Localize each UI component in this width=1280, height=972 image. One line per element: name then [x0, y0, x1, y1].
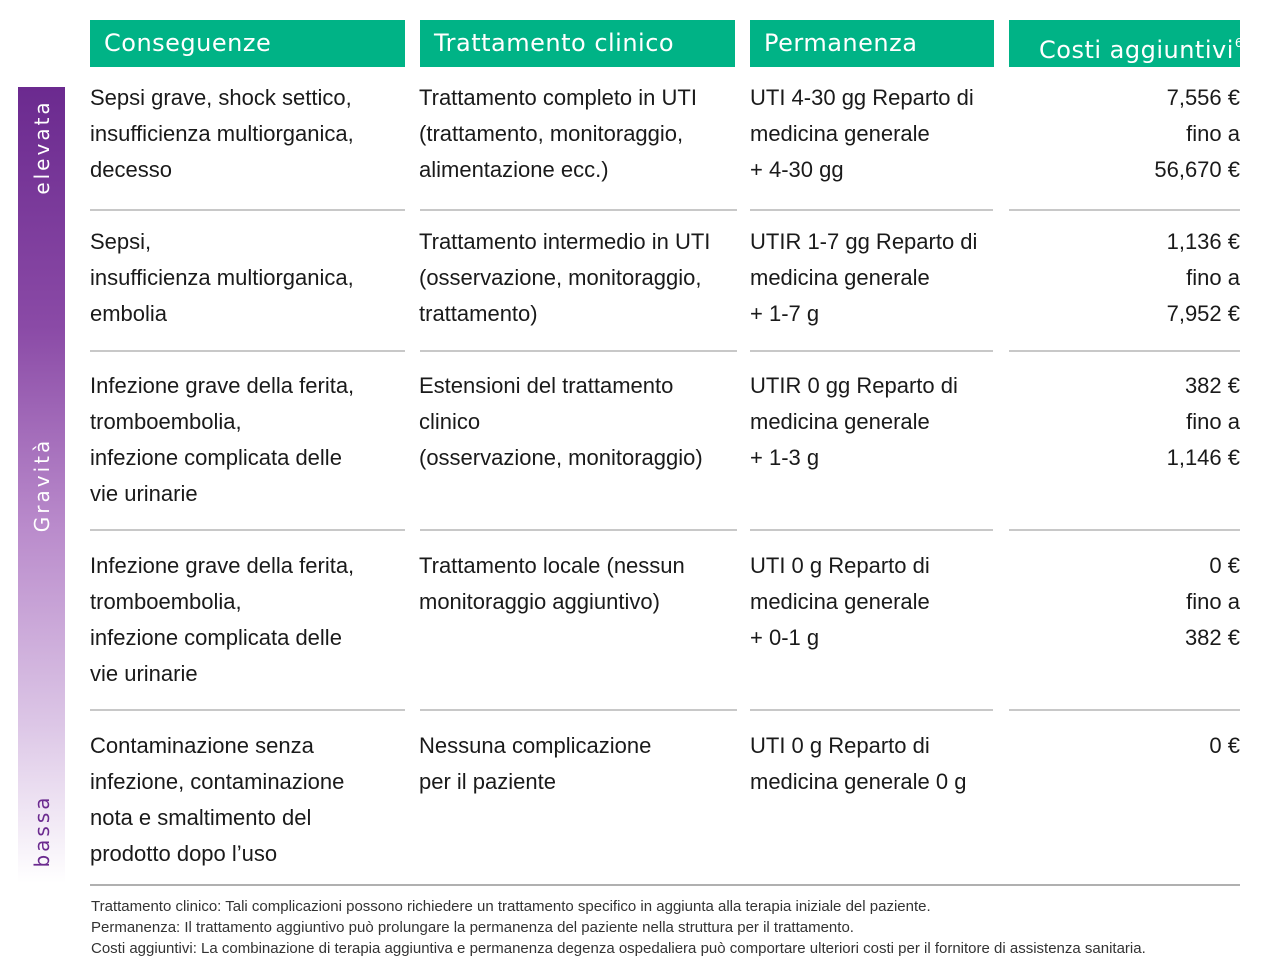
row-divider: [420, 350, 737, 352]
cell-line: medicina generale 0 g: [750, 769, 967, 794]
footnote-line: Trattamento clinico: Tali complicazioni possono richiedere un trattamento specifico in aggiunta alla terapia iniziale del paziente.: [91, 898, 931, 915]
cell-line: tromboembolia,: [90, 409, 242, 434]
footnote-line: Costi aggiuntivi: La combinazione di terapia aggiuntiva e permanenza degenza ospedaliera può comportare ulteriori costi per il fornitore di assistenza sanitaria.: [91, 940, 1146, 957]
cell-line: (osservazione, monitoraggio): [419, 445, 703, 470]
cell-costi: [1040, 728, 1240, 764]
cell-line: vie urinarie: [90, 481, 198, 506]
cell-line: Estensioni del trattamento: [419, 373, 674, 398]
row-divider: [90, 529, 405, 531]
cell-trattamento: [419, 80, 744, 188]
cell-line: (osservazione, monitoraggio,: [419, 265, 702, 290]
cell-line: medicina generale: [750, 589, 930, 614]
cell-line: 7,556 €: [1166, 85, 1240, 110]
cell-line: Infezione grave della ferita,: [90, 553, 355, 578]
cell-line: 56,670 €: [1154, 157, 1240, 182]
row-divider: [1009, 350, 1240, 352]
column-header-costi: [1009, 20, 1244, 67]
row-divider: [420, 209, 737, 211]
cell-line: trattamento): [419, 301, 538, 326]
cell-line: + 1-3 g: [750, 445, 820, 470]
row-divider: [750, 529, 993, 531]
cell-line: decesso: [90, 157, 172, 182]
cell-line: Trattamento completo in UTI: [419, 85, 697, 110]
cell-line: clinico: [419, 409, 481, 434]
cell-line: UTIR 1-7 gg Reparto di: [750, 229, 978, 254]
cell-permanenza: [750, 728, 1005, 800]
row-divider: [420, 709, 737, 711]
cell-line: infezione complicata delle: [90, 625, 342, 650]
column-header-permanenza: [750, 20, 994, 67]
cell-line: 0 €: [1209, 733, 1240, 758]
footnotes: [91, 896, 1146, 959]
row-divider: [1009, 709, 1240, 711]
row-divider: [90, 350, 405, 352]
cell-trattamento: [419, 224, 744, 332]
cell-trattamento: [419, 548, 744, 620]
cell-conseguenze: [90, 368, 410, 512]
severity-high-label: elevata: [30, 99, 54, 195]
cell-line: medicina generale: [750, 121, 930, 146]
severity-low-label: bassa: [30, 794, 54, 868]
row-divider: [90, 209, 405, 211]
cell-line: 1,136 €: [1166, 229, 1240, 254]
footnote-divider: [90, 884, 1240, 886]
cell-line: prodotto dopo l’uso: [90, 841, 278, 866]
cell-line: 7,952 €: [1166, 301, 1240, 326]
cell-costi: [1040, 80, 1240, 188]
cell-line: insufficienza multiorganica,: [90, 121, 354, 146]
cell-line: UTI 0 g Reparto di: [750, 553, 930, 578]
cell-line: fino a: [1186, 589, 1240, 614]
cell-costi: [1040, 224, 1240, 332]
cell-line: Contaminazione senza: [90, 733, 314, 758]
footnote-reference: 6: [1234, 36, 1244, 50]
cell-permanenza: [750, 368, 1005, 476]
cell-line: 0 €: [1209, 553, 1240, 578]
cell-line: alimentazione ecc.): [419, 157, 609, 182]
cell-permanenza: [750, 80, 1005, 188]
cell-line: fino a: [1186, 409, 1240, 434]
column-header-conseguenze-label: Conseguenze: [104, 29, 272, 57]
cell-line: (trattamento, monitoraggio,: [419, 121, 684, 146]
row-divider: [420, 529, 737, 531]
cell-line: Nessuna complicazione: [419, 733, 652, 758]
column-header-trattamento: [420, 20, 735, 67]
cell-line: UTIR 0 gg Reparto di: [750, 373, 958, 398]
cell-line: monitoraggio aggiuntivo): [419, 589, 660, 614]
cell-line: 382 €: [1184, 373, 1240, 398]
cell-trattamento: [419, 368, 744, 476]
cell-line: + 1-7 g: [750, 301, 820, 326]
cell-conseguenze: [90, 728, 410, 872]
cell-trattamento: [419, 728, 744, 800]
cell-line: vie urinarie: [90, 661, 198, 686]
cell-line: Sepsi,: [90, 229, 152, 254]
footnote-line: Permanenza: Il trattamento aggiuntivo può prolungare la permanenza del paziente nella struttura per il trattamento.: [91, 919, 854, 936]
column-header-permanenza-label: Permanenza: [764, 29, 918, 57]
cell-line: Trattamento locale (nessun: [419, 553, 685, 578]
cell-conseguenze: [90, 80, 410, 188]
cell-line: UTI 0 g Reparto di: [750, 733, 930, 758]
row-divider: [750, 709, 993, 711]
severity-axis-label: Gravità: [30, 437, 54, 533]
cell-line: per il paziente: [419, 769, 556, 794]
row-divider: [90, 709, 405, 711]
cell-line: fino a: [1186, 121, 1240, 146]
cell-costi: [1040, 368, 1240, 476]
row-divider: [750, 350, 993, 352]
cell-line: UTI 4-30 gg Reparto di: [750, 85, 974, 110]
cell-line: Trattamento intermedio in UTI: [419, 229, 711, 254]
column-header-conseguenze: [90, 20, 405, 67]
row-divider: [1009, 529, 1240, 531]
cell-line: fino a: [1186, 265, 1240, 290]
cell-line: + 0-1 g: [750, 625, 820, 650]
cell-conseguenze: [90, 548, 410, 692]
cell-line: Infezione grave della ferita,: [90, 373, 355, 398]
cell-conseguenze: [90, 224, 410, 332]
cell-line: medicina generale: [750, 265, 930, 290]
cell-line: 1,146 €: [1166, 445, 1240, 470]
cell-line: 382 €: [1184, 625, 1240, 650]
cell-line: Sepsi grave, shock settico,: [90, 85, 352, 110]
cell-line: infezione complicata delle: [90, 445, 342, 470]
column-header-costi-label: Costi aggiuntivi: [1039, 36, 1234, 64]
cell-line: + 4-30 gg: [750, 157, 844, 182]
row-divider: [750, 209, 993, 211]
cell-line: medicina generale: [750, 409, 930, 434]
cell-line: tromboembolia,: [90, 589, 242, 614]
cell-permanenza: [750, 224, 1005, 332]
cell-line: embolia: [90, 301, 168, 326]
cell-permanenza: [750, 548, 1005, 656]
cell-line: nota e smaltimento del: [90, 805, 312, 830]
column-header-trattamento-label: Trattamento clinico: [434, 29, 675, 57]
cell-line: insufficienza multiorganica,: [90, 265, 354, 290]
cell-line: infezione, contaminazione: [90, 769, 345, 794]
cell-costi: [1040, 548, 1240, 656]
row-divider: [1009, 209, 1240, 211]
